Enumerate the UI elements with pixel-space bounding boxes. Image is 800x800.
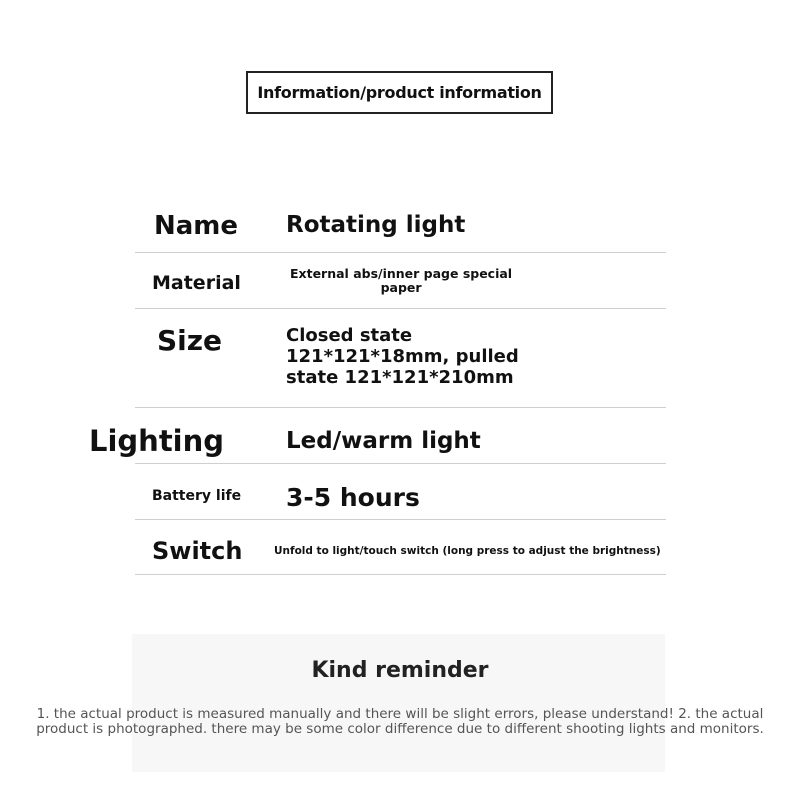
row-divider: [135, 407, 666, 408]
spec-value-size: [286, 325, 519, 388]
kind-reminder-line: product is photographed. there may be some color difference due to different shooting lights and monitors.: [36, 721, 764, 737]
kind-reminder-title: Kind reminder: [311, 658, 489, 683]
header-title: Information/product information: [257, 83, 542, 102]
spec-value-name: Rotating light: [286, 212, 466, 238]
row-divider: [135, 519, 666, 520]
spec-value-switch: Unfold to light/touch switch (long press to adjust the brightness): [274, 545, 661, 557]
spec-label-material: Material: [152, 272, 241, 294]
kind-reminder-line: 1. the actual product is measured manually and there will be slight errors, please understand! 2. the actual: [36, 706, 764, 722]
spec-value-size-line: state 121*121*210mm: [286, 367, 514, 388]
spec-label-switch: Switch: [152, 537, 243, 565]
row-divider: [135, 308, 666, 309]
row-divider: [135, 463, 666, 464]
spec-label-battery-life: Battery life: [152, 488, 242, 504]
spec-value-lighting: Led/warm light: [286, 428, 481, 454]
row-divider: [135, 252, 666, 253]
spec-label-name: Name: [154, 211, 239, 241]
row-divider: [135, 574, 666, 575]
spec-label-size: Size: [157, 324, 223, 357]
spec-value-size-line: 121*121*18mm, pulled: [286, 346, 519, 367]
spec-value-material-line: External abs/inner page special: [290, 266, 513, 281]
spec-value-material-line: paper: [380, 280, 422, 295]
kind-reminder-text: [20, 707, 780, 737]
spec-value-battery-life: 3-5 hours: [286, 483, 420, 512]
spec-value-material: [290, 267, 512, 295]
kind-reminder-panel: [132, 634, 665, 772]
spec-value-size-line: Closed state: [286, 325, 413, 346]
spec-label-lighting: Lighting: [89, 424, 225, 458]
